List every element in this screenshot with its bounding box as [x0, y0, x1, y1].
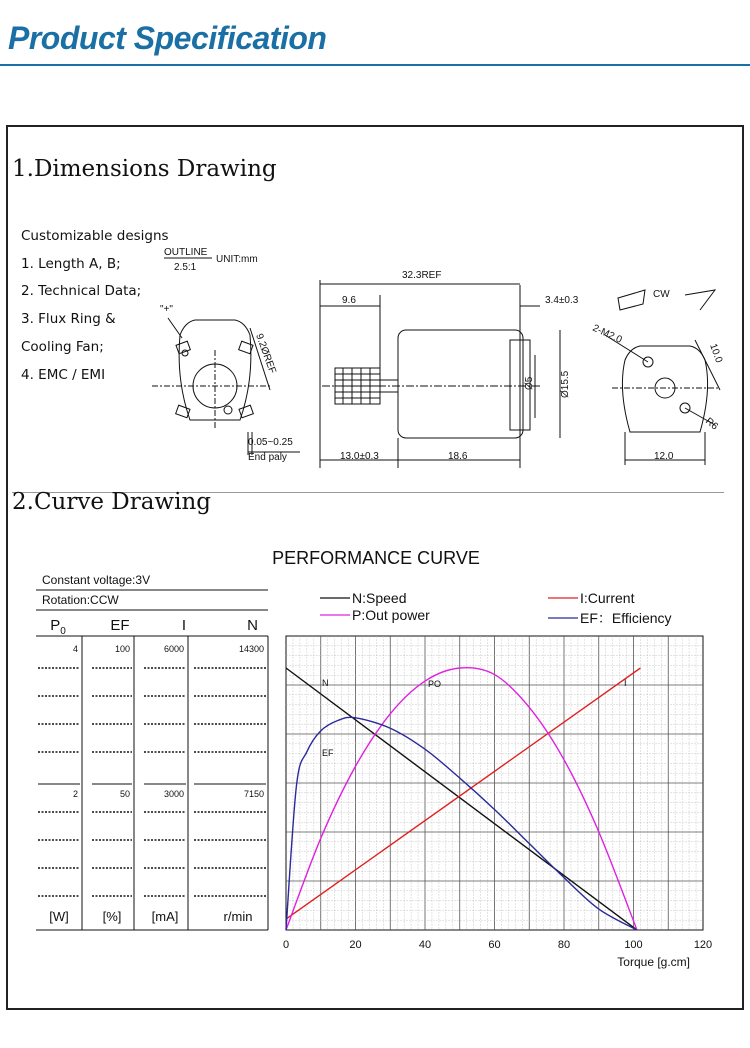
legend-current: I:Current	[580, 590, 635, 606]
scale-header-n: N	[247, 617, 258, 634]
scale-unit: r/min	[223, 909, 253, 924]
dia-ref-label: 9.2ØREF	[253, 332, 278, 376]
radius-label: R6	[703, 415, 720, 433]
curve-label-n: N	[322, 678, 329, 688]
end-play-value: 0.05~0.25	[248, 437, 293, 448]
body-length-label: 18.6	[448, 451, 468, 462]
scale-mid-value: 2	[72, 789, 78, 799]
scale-top-value: 14300	[238, 644, 264, 654]
width-label: 12.0	[654, 451, 674, 462]
plus-mark: "+"	[160, 304, 173, 315]
performance-chart	[0, 540, 750, 980]
side-view	[320, 280, 560, 468]
dia-shaft-label: Ø5	[524, 376, 535, 390]
x-tick-label: 0	[282, 939, 290, 951]
scale-mid-value: 50	[119, 789, 130, 799]
page-title: Product Specification	[8, 20, 327, 56]
x-axis-label: Torque [g.cm]	[617, 955, 690, 969]
scale-mid-value: 7150	[243, 789, 264, 799]
scale-label: 2.5:1	[174, 262, 197, 273]
feature-item: 1. Length A, B;	[21, 256, 121, 272]
height-label: 10.0	[707, 342, 725, 365]
rotation-label: Rotation:CCW	[42, 593, 119, 607]
scale-top-value: 100	[114, 644, 130, 654]
scale-header-p: $P_0$	[50, 617, 66, 637]
scale-unit: [mA]	[151, 909, 179, 924]
feature-item: 3. Flux Ring &	[21, 311, 116, 327]
end-play-label: End paly	[248, 452, 287, 463]
mount-holes-label: 2-M2.0	[590, 322, 624, 346]
overall-length-label: 32.3REF	[402, 270, 442, 281]
x-tick-label: 80	[557, 939, 571, 951]
header-divider	[0, 64, 750, 66]
shaft-length-label: 9.6	[342, 295, 356, 306]
dia-body-label: Ø15.5	[560, 370, 571, 398]
scale-header-ef: EF	[110, 617, 130, 634]
outline-label: OUTLINE	[164, 247, 208, 258]
x-tick-label: 20	[349, 939, 362, 951]
curve-label-po: PO	[428, 679, 442, 689]
rear-view	[605, 290, 720, 465]
scale-unit: [%]	[102, 909, 122, 924]
dimensions-title: 1.Dimensions Drawing	[12, 156, 277, 182]
curve-label-ef: EF	[322, 748, 334, 758]
curve-title: 2.Curve Drawing	[12, 489, 211, 515]
x-tick-label: 40	[418, 939, 432, 951]
feature-item: 4. EMC / EMI	[21, 367, 106, 383]
scale-header-i: I	[181, 617, 187, 634]
scale-top-value: 4	[72, 644, 78, 654]
legend-power: P:Out power	[352, 607, 430, 623]
front-view	[152, 318, 300, 455]
scale-mid-value: 3000	[163, 789, 184, 799]
rotation-label: CW	[653, 289, 670, 300]
curve-label-i: I	[624, 678, 627, 688]
dimensions-drawing	[140, 240, 740, 470]
feature-item: Customizable designs	[21, 228, 169, 244]
x-tick-label: 60	[488, 939, 501, 951]
chart-title: PERFORMANCE CURVE	[272, 548, 480, 568]
scale-unit: [W]	[49, 909, 69, 924]
legend-speed: N:Speed	[352, 590, 407, 606]
feature-item: 2. Technical Data;	[21, 283, 142, 299]
front-length-label: 13.0±0.3	[340, 451, 379, 462]
x-tick-label: 120	[693, 939, 713, 951]
constant-voltage: Constant voltage:3V	[42, 573, 151, 587]
feature-item: Cooling Fan;	[21, 339, 104, 355]
rear-length-label: 3.4±0.3	[545, 295, 579, 306]
scale-top-value: 6000	[163, 644, 184, 654]
x-tick-label: 100	[624, 939, 643, 951]
unit-label: UNIT:mm	[216, 254, 258, 265]
legend-efficiency: EF：Efficiency	[580, 610, 672, 626]
